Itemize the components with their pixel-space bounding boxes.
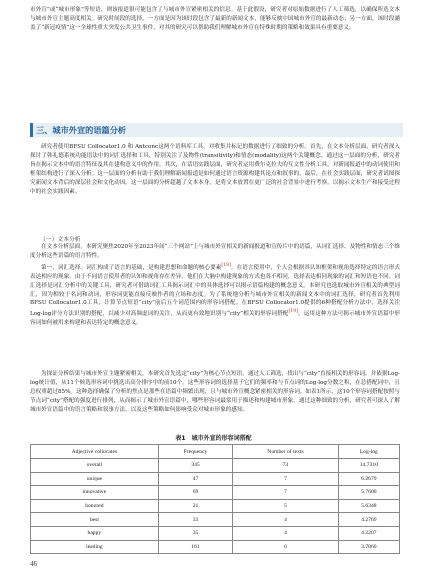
cell-frequency: 69	[158, 486, 232, 500]
cell-log-log: 4.2769	[338, 513, 399, 527]
cell-adjective: overall	[31, 459, 159, 473]
paragraph-2-part-b: 。在语言使用中，个人会根据其认知框架和视角选择特定的语言形式表达相应的现象。由于不同语言使用者的认知和视角存在差异，他们在大脑中构建现象的方式也各不相同，选择表达相同现象的词汇和短语也不同。词汇选择是词汇分析中的关键工具，研究者可借助词汇工具揭示词汇中的具体选择可以揭示语篇构建的概念意义。本研究也选取城市外宣相关的典型词汇，因为相较于名词和动词，形容词更能直接反映作者的立场和态度。为了系统地分析与城市外宣相关的新闻文本中的词汇选择，研究者首先利用BFSU Collocator1.0工具，计算节点短语“city”前后五个词范围内的形容词搭配。在BFSU Collocator1.0提供的6种搭配分析方法中，选择关注Log-log评分方法识别的搭配，以减少对高频虚词的关注，从而更有效地识别与“city”相关的形容词搭配	[30, 264, 400, 318]
citation-19[interactable]: [19]	[288, 309, 299, 315]
table-row	[31, 472, 400, 486]
cell-log-log: 4.2207	[338, 526, 399, 540]
cell-frequency: 21	[158, 499, 232, 513]
table-row	[31, 499, 400, 513]
table-header-row	[31, 445, 400, 459]
cell-frequency: 47	[158, 472, 232, 486]
cell-texts: 7	[233, 472, 338, 486]
cell-log-log: 3.7060	[338, 540, 399, 554]
intro-paragraph: 市外宣”或“城市形象”等短语，则该报道很可能包含了与城市外宣紧密相关的信息。基于此假设，研究者对原始数据进行了人工筛选，以确保所选文本与城市外宣主题高度相关。研究时间段的选择，一方面是因为该时段包含了最新的新闻文本，能够反映中国城市外宣的最新动态；另一方面，该时段涵盖了“新冠疫情”这一全球性重大突发公共卫生事件，对其的研究可以帮助我们理解城市外宣在特殊时期的策略和效果具有重要意义。	[30, 7, 400, 31]
subsection-title: （一）文本分析	[40, 237, 81, 243]
table-row	[31, 540, 400, 554]
table-row	[31, 513, 400, 527]
cell-adjective: unique	[31, 472, 159, 486]
text-analysis-paragraph-3: 为探证分析结果与城市外宣主题紧密相关，本研究首先选定“city”为核心节点短语。通过人工筛选，找出与“city”直接相关的形容词，并依据Log-log统计值，从11个候选形容词中挑选出高分排序中的前10个。这些形容词的选择基于它们的频率和与节点词的Log-log分数之积，在总搭配词中，且总权重超过85%。这种选择确保了分析的焦点是那些在语篇中频繁出现，且与城市外宣概念紧密相关的形容词。如表1所示，这10个形容词搭配按照与节点词“city”搭配的强度进行排列，从而揭示了城市外宣语篇中，哪些形容词最常用于描述和构建城市形象。通过这种细致的分析，研究者可深入了解城市外宣语篇中的语言策略和叙事方法，以及这些策略如何影响受众对城市形象的感知。	[30, 371, 400, 413]
cell-texts: 4	[233, 513, 338, 527]
cell-log-log: 5.6348	[338, 499, 399, 513]
cell-frequency: 345	[158, 459, 232, 473]
cell-frequency: 35	[158, 526, 232, 540]
page-number: 46	[30, 560, 37, 568]
cell-texts: 73	[233, 459, 338, 473]
collocates-table	[30, 444, 400, 554]
cell-adjective: best	[31, 513, 159, 527]
cell-log-log: 14.7310	[338, 459, 399, 473]
cell-frequency: 161	[158, 540, 232, 554]
paragraph-2-part-a: 第一，词汇选择。词汇构成了语言的基础，是构建思想和命题的核心要素	[41, 264, 222, 271]
header-number-of-texts: Number of texts	[233, 445, 338, 459]
table-caption: 表1 城市外宣的形容词搭配	[175, 435, 252, 442]
cell-adjective: leading	[31, 540, 159, 554]
table-row	[31, 526, 400, 540]
citation-18[interactable]: [18]	[221, 263, 231, 268]
method-paragraph: 研究者使用BFSU Collocator1.0 和 Antconc这两个语料库工具，对收集并标记的数据进行了细致的分析。首先，在文本分析层面，研究者深入探讨了韩礼德系统功能语法中的词汇选择和工具，特别关注了及物性(transitivity)和情态(modality)这两个关键概念。通过这一层面的分析，研究者旨在揭示文本中的语言特征及其在建构意义中的作用。其次，在话语实践层面，研究者运用费尔克拉夫的互文性分析工具，对新闻报道中的动词使用和框架结构进行了深入分析。这一层面的分析有助于我们理解新闻报道是如何通过语言资源构建其论点和叙事的。最后，在社会实践层面，研究者试图探究新闻文本背后的深层社会和文化动因。这一层面的分析超越了文本本身，是将文本放置在更广泛的社会背景中进行考察，以揭示文本生产和接受过程中的社会实践因素。	[30, 144, 400, 195]
cell-adjective: innovative	[31, 486, 159, 500]
header-log-log: Log-log	[338, 445, 399, 459]
cell-adjective: honored	[31, 499, 159, 513]
paragraph-2-part-c: 。运用这种方法可揭示城市外宣语篇中形容词如何被用来构建和表达特定的概念意义。	[30, 311, 400, 327]
cell-texts: 5	[233, 499, 338, 513]
cell-texts: 6	[233, 540, 338, 554]
table-row	[31, 459, 400, 473]
cell-texts: 4	[233, 526, 338, 540]
cell-adjective: happy	[31, 526, 159, 540]
section-title: 三、城市外宣的语篇分析	[36, 125, 127, 135]
table-row	[31, 486, 400, 500]
cell-frequency: 33	[158, 513, 232, 527]
text-analysis-paragraph-2	[30, 262, 400, 328]
header-adjective: Adjective collocates	[31, 445, 159, 459]
header-frequency: Frequency	[158, 445, 232, 459]
cell-log-log: 6.2679	[338, 472, 399, 486]
text-analysis-paragraph-1: 在文本分析层面，本研究聚焦2020年至2023年间“三个网站”上与城市外宣相关的新闻报道和宣传片中的语篇，从词汇选择、及物性和情态三个维度分析这些语篇的语言特性。	[30, 244, 400, 259]
cell-log-log: 5.7600	[338, 486, 399, 500]
cell-texts: 7	[233, 486, 338, 500]
